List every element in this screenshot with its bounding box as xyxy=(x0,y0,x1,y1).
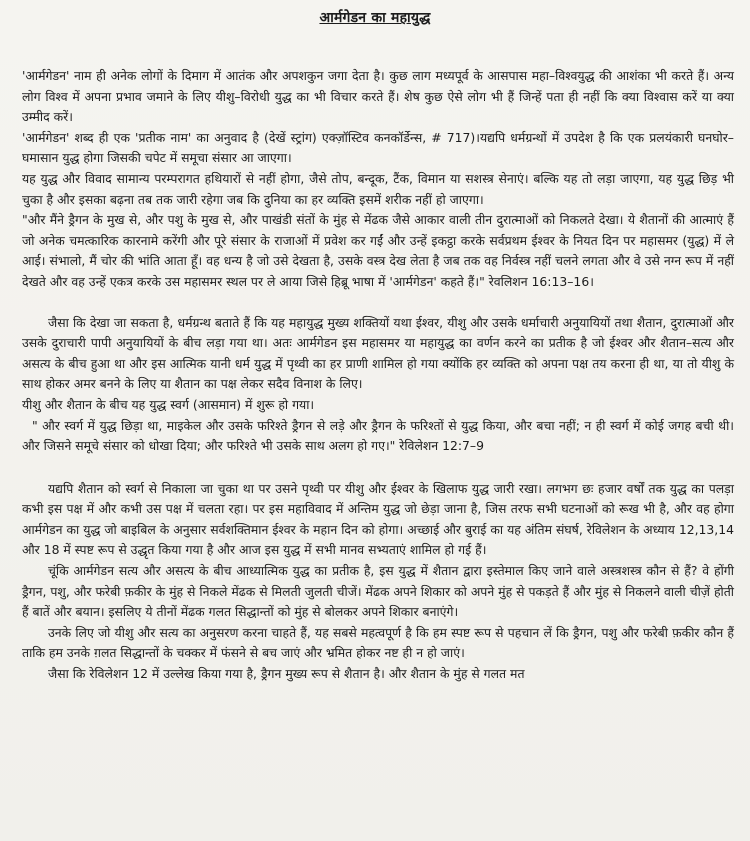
paragraph-dragon: जैसा कि रेविलेशन 12 में उल्लेख किया गया है, ड्रैगन मुख्य रूप से शैतान है। और शैतान के मुंह से गलत मत xyxy=(48,666,525,682)
paragraph-gap xyxy=(22,293,734,313)
document-body xyxy=(22,66,734,685)
paragraph-followers: उनके लिए जो यीशु और सत्य का अनुसरण करना चाहते हैं, यह सबसे महत्वपूर्ण है कि हम स्पष्ट रूप से पहचान लें कि ड्रैगन, पशु और फरेबी फ़कीर कौन हैं ताकि हम उनके ग़लत सिद्धान्तों के चक्कर में फंसने से बच जाएं और भ्रमित होकर नष्ट ही न हो जाएं। xyxy=(22,624,734,661)
paragraph-intro: 'आर्मगेडन' नाम ही अनेक लोगों के दिमाग में आतंक और अपशकुन जगा देता है। कुछ लाग मध्यपूर्व के आसपास महा–विश्वयुद्ध की आशंका भी करते हैं। अन्य लोग विश्व में अपना प्रभाव जमाने के लिए यीशु–विरोधी युद्ध का भी विचार करते हैं। शेष कुछ ऐसे लोग भी हैं जिन्हें पता ही नहीं कि क्या विश्वास करें या क्या उम्मीद करें। xyxy=(22,68,734,125)
paragraph-gap xyxy=(22,457,734,479)
paragraph-heaven-war: यीशु और शैतान के बीच यह युद्ध स्वर्ग (आसमान) में शुरू हो गया। xyxy=(22,396,315,412)
quote-revelation-16: "और मैंने ड्रैगन के मुख से, और पशु के मुख से, और पाखंडी संतों के मुंह से मेंढक जैसे आकार वाली तीन दुरात्माओं को निकलते देखा। ये शैतानों की आत्माएं हैं जो अनेक चमत्कारिक कारनामे करेंगी और पूरे संसार के राजाओं में प्रवेश कर गईं और उन्हें इकट्ठा करके सर्वप्रथम ईश्वर के नियत दिन पर महासमर (युद्ध) में ले आई। संभालो, मैं चोर की भांति आता हूँ। वह धन्य है जो उसे देखता है, उसके वस्त्र देख लेता है जब तक वह निर्वस्त्र नहीं चलने लगता और वे उसे नग्न रूप में नहीं देखते और वह उन्हें एकत्र करके उस महासमर स्थल पर ले आया जिसे हिब्रू भाषा में 'आर्मगेडन' कहते हैं।" रेवलिशन 16:13–16। xyxy=(22,212,734,289)
paragraph-term: 'आर्मगेडन' शब्द ही एक 'प्रतीक नाम' का अनुवाद है (देखें स्ट्रांग) एक्ज़ॉस्टिव कनकॉर्डेन्स, # 717)।यद्यपि धर्मग्रन्थों में उपदेश है कि एक प्रलयंकारी घनघोर–घमासान युद्ध होगा जिसकी चपेट में समूचा संसार आ जाएगा। xyxy=(22,129,734,166)
quote-revelation-12: " और स्वर्ग में युद्ध छिड़ा था, माइकेल और उसके फरिश्ते ड्रैगन से लड़े और ड्रैगन के फरिश्तों से युद्ध किया, और बचा नहीं; न ही स्वर्ग में कोई जगह बची थी। और जिसने समूचे संसार को धोखा दिया; और फरिश्ते भी उसके साथ अलग हो गए।" रेविलेशन 12:7–9 xyxy=(22,417,734,454)
paragraph-scripture-summary: जैसा कि देखा जा सकता है, धर्मग्रन्थ बताते हैं कि यह महायुद्ध मुख्य शक्तियों यथा ईश्वर, यीशु और उसके धर्माचारी अनुयायियों तथा शैतान, दुरात्माओं और उसके दुराचारी पापी अनुयायियों के बीच लड़ा गया था। अतः आर्मगेडन इस महासमर या महायुद्ध का वर्णन करने का प्रतीक है जो ईश्वर और शैतान–सत्य और असत्य के बीच हुआ था और इस आत्मिक यानी धर्म युद्ध में पृथ्वी का हर प्राणी शामिल हो गया क्योंकि हर व्यक्ति को अपना पक्ष तय करना ही था, या तो यीशु के साथ होकर अमर बनने के लिए या शैतान का पक्ष लेकर सदैव विनाश के लिए। xyxy=(22,314,734,392)
paragraph-frogs: चूंकि आर्मगेडन सत्य और असत्य के बीच आध्यात्मिक युद्ध का प्रतीक है, इस युद्ध में शैतान द्वारा इस्तेमाल किए जाने वाले अस्त्रशस्त्र कौन से हैं? वे होंगी ड्रैगन, पशु, और फरेबी फ़कीर के मुंह से निकले मेंढक से मिलती जुलती चीजें। मेंढक अपने शिकार को अपने मुंह से पकड़ते हैं और मुंह से निकलने वाली चीज़ें होती हैं बातें और बयान। इसलिए ये तीनों मेंढक गलत सिद्धान्तों को मुंह से बोलकर अपने शिकार बनाएंगे। xyxy=(22,563,734,620)
paragraph-weapons: यह युद्ध और विवाद सामान्य परम्परागत हथियारों से नहीं होगा, जैसे तोप, बन्दूक, टैंक, विमान या सशस्त्र सेनाएं। बल्कि यह तो लड़ा जाएगा, यह युद्ध छिड़ भी चुका है और इसका बढ़ना तब तक जारी रहेगा जब कि दुनिया का हर व्यक्ति इसमें शरीक नहीं हो जाएगा। xyxy=(22,170,734,207)
document-title: आर्मगेडन का महायुद्ध xyxy=(319,10,431,26)
paragraph-earth-war: यद्यपि शैतान को स्वर्ग से निकाला जा चुका था पर उसने पृथ्वी पर यीशु और ईश्वर के खिलाफ युद्ध जारी रखा। लगभग छः हजार वर्षों तक युद्ध का पलड़ा कभी इस पक्ष में और कभी उस पक्ष में चलता रहा। पर इस महाविवाद में अन्तिम युद्ध जो छेड़ा जाना है, जिस तरफ सभी घटनाओं को रूख भी है, और वह होगा आर्मगेडन का युद्ध जो बाइबिल के अनुसार सर्वशक्तिमान ईश्वर के महान दिन को होगा। अच्छाई और बुराई का यह अंतिम संघर्ष, रेविलेशन के अध्याय 12,13,14 और 18 में स्पष्ट रूप से उद्धृत किया गया है और आज इस युद्ध में सभी मानव सभ्यताएं शामिल हो गई हैं। xyxy=(22,480,734,558)
